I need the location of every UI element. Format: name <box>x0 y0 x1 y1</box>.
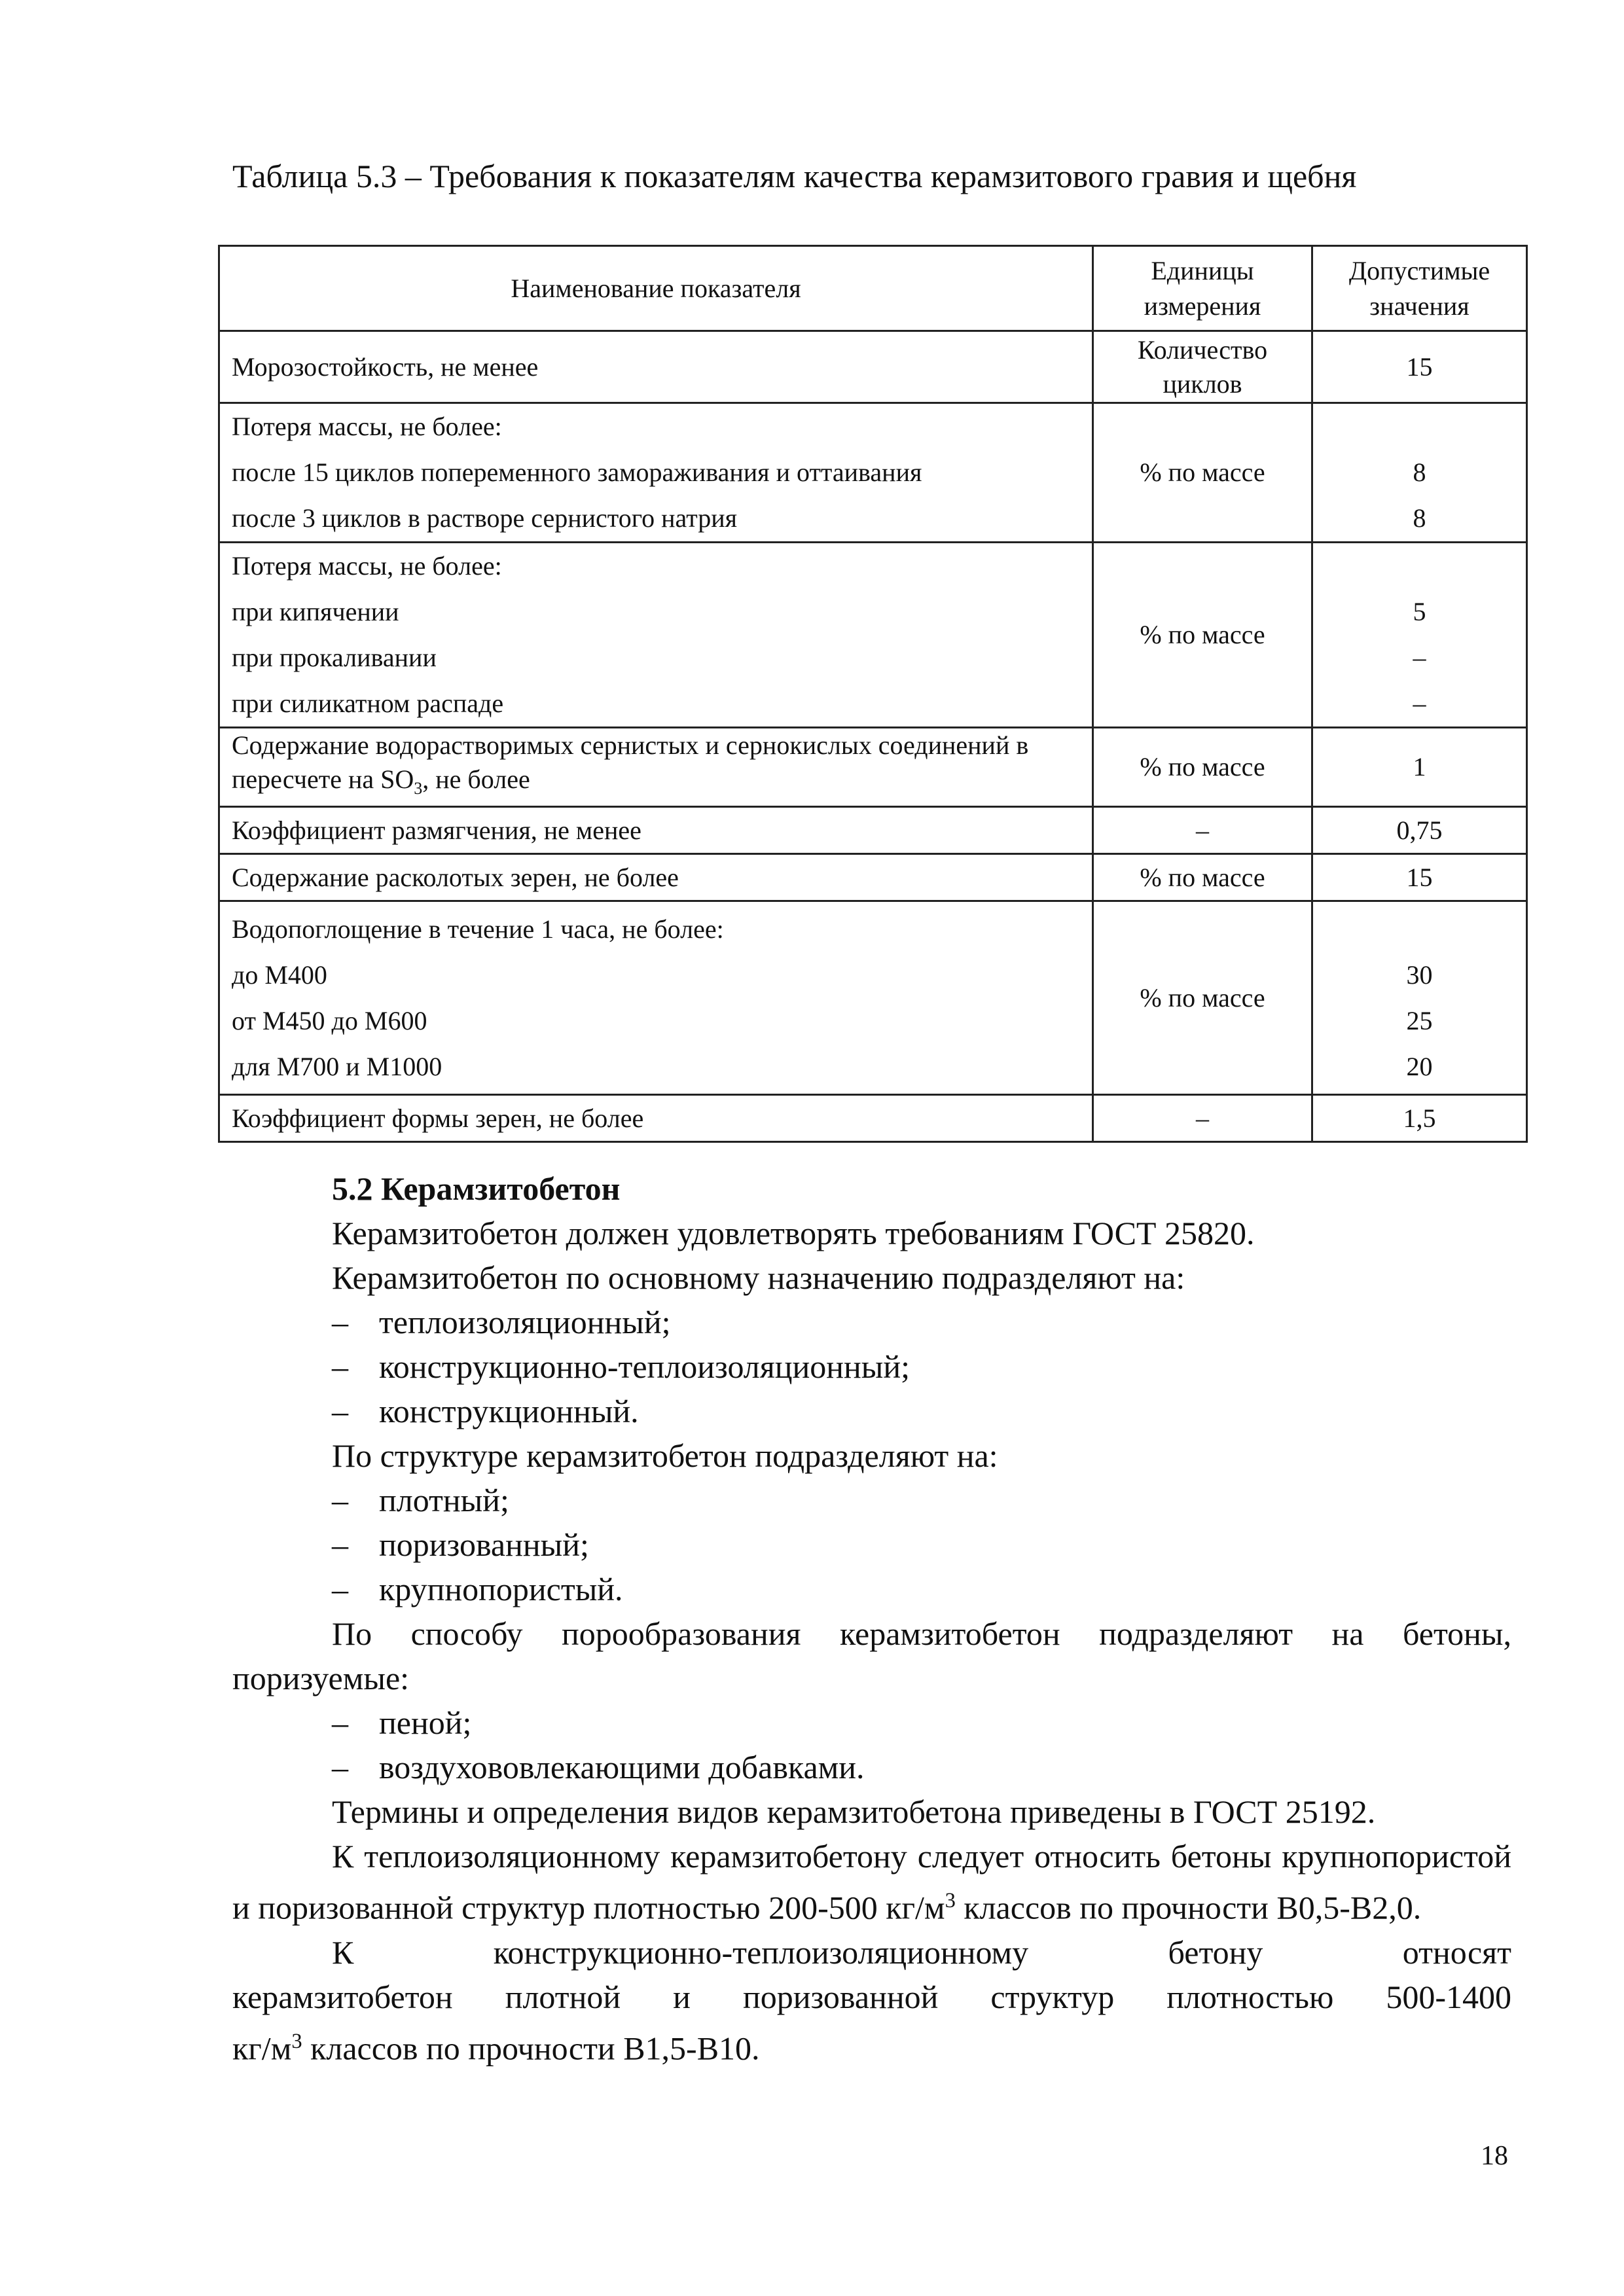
paragraph-line: К конструкционно-теплоизоляционному бетону относят <box>332 1933 1511 1971</box>
cell-value: 0,75 <box>1312 807 1527 854</box>
table-row <box>219 1095 1527 1142</box>
cell-value: 8 8 <box>1312 403 1527 543</box>
table-caption: Таблица 5.3 – Требования к показателям качества керамзитового гравия и щебня <box>232 158 1357 194</box>
list-item: – конструкционный. <box>332 1393 639 1429</box>
row-line: при кипячении <box>232 597 399 626</box>
list-item: – крупнопористый. <box>332 1571 623 1607</box>
row-line: при прокаливании <box>232 643 437 672</box>
table-row <box>219 543 1527 728</box>
list-item: – поризованный; <box>332 1526 589 1563</box>
row-line: при силикатном распаде <box>232 689 504 718</box>
table-row <box>219 807 1527 854</box>
table-row <box>219 728 1527 807</box>
list-item: – теплоизоляционный; <box>332 1304 671 1340</box>
row-line: после 3 циклов в растворе сернистого натрия <box>232 503 738 533</box>
cell-value: 30 25 20 <box>1312 901 1527 1095</box>
cell-name <box>219 403 1093 543</box>
cell-unit: – <box>1093 807 1312 854</box>
row-line: для М700 и М1000 <box>232 1051 442 1081</box>
paragraph: Керамзитобетон по основному назначению подразделяют на: <box>332 1259 1185 1296</box>
paragraph-line: $кг/м^3$ классов по прочности В1,5-В10. <box>232 2029 760 2067</box>
row-line: после 15 циклов попеременного замораживания и оттаивания <box>232 457 922 487</box>
row-line: Потеря массы, не более: <box>232 412 502 441</box>
list-item: – конструкционно-теплоизоляционный; <box>332 1348 911 1385</box>
cell-unit: – <box>1093 1095 1312 1142</box>
cell-value: 1,5 <box>1312 1095 1527 1142</box>
cell-unit: % по массе <box>1093 854 1312 901</box>
cell-value: 15 <box>1312 331 1527 403</box>
page-number: 18 <box>1481 2141 1508 2171</box>
list-item: – плотный; <box>332 1482 509 1518</box>
cell-unit: Количество циклов <box>1093 331 1312 403</box>
row-line: Водопоглощение в течение 1 часа, не более: <box>232 914 724 944</box>
row-line: от М450 до М600 <box>232 1005 427 1035</box>
cell-name: Коэффициент формы зерен, не более <box>219 1095 1093 1142</box>
cell-name: Морозостойкость, не менее <box>219 331 1093 403</box>
paragraph: По структуре керамзитобетон подразделяют на: <box>332 1437 998 1474</box>
cell-name: Содержание расколотых зерен, не более <box>219 854 1093 901</box>
paragraph: Термины и определения видов керамзитобетона приведены в ГОСТ 25192. <box>332 1793 1376 1830</box>
cell-name <box>219 543 1093 728</box>
cell-unit: % по массе <box>1093 543 1312 728</box>
cell-name: Содержание водорастворимых сернистых и сернокислых соединений в пересчете на $SO_3$, не более <box>219 728 1093 807</box>
cell-name <box>219 901 1093 1095</box>
list-item: – воздухововлекающими добавками. <box>332 1749 865 1785</box>
table-header-row <box>219 246 1527 331</box>
paragraph: Керамзитобетон должен удовлетворять требованиям ГОСТ 25820. <box>332 1215 1255 1251</box>
cell-value: 15 <box>1312 854 1527 901</box>
header-unit: Единицы измерения <box>1093 246 1312 331</box>
table-row <box>219 403 1527 543</box>
cell-value: 1 <box>1312 728 1527 807</box>
cell-unit: % по массе <box>1093 901 1312 1095</box>
requirements-table <box>218 245 1528 1143</box>
cell-value: 5 – – <box>1312 543 1527 728</box>
paragraph-line: керамзитобетон плотной и поризованной структур плотностью 500-1400 <box>232 1978 1511 2015</box>
header-name: Наименование показателя <box>219 246 1093 331</box>
cell-unit: % по массе <box>1093 403 1312 543</box>
paragraph: По способу порообразования керамзитобетон подразделяют на бетоны, поризуемые: <box>232 1615 1511 1696</box>
paragraph: К теплоизоляционному керамзитобетону следует относить бетоны крупнопористой и поризованной структур плотностью 200-500 $кг/м^3$ классов по прочности В0,5-В2,0. <box>232 1838 1511 1926</box>
row-line: Потеря массы, не более: <box>232 551 502 581</box>
section-heading: 5.2 Керамзитобетон <box>332 1170 621 1207</box>
list-item: – пеной; <box>332 1704 472 1741</box>
section-body <box>232 1166 1511 2070</box>
table-row <box>219 901 1527 1095</box>
table-row <box>219 331 1527 403</box>
row-line: до М400 <box>232 960 327 990</box>
cell-name: Коэффициент размягчения, не менее <box>219 807 1093 854</box>
cell-unit: % по массе <box>1093 728 1312 807</box>
table-row <box>219 854 1527 901</box>
header-value: Допустимые значения <box>1312 246 1527 331</box>
